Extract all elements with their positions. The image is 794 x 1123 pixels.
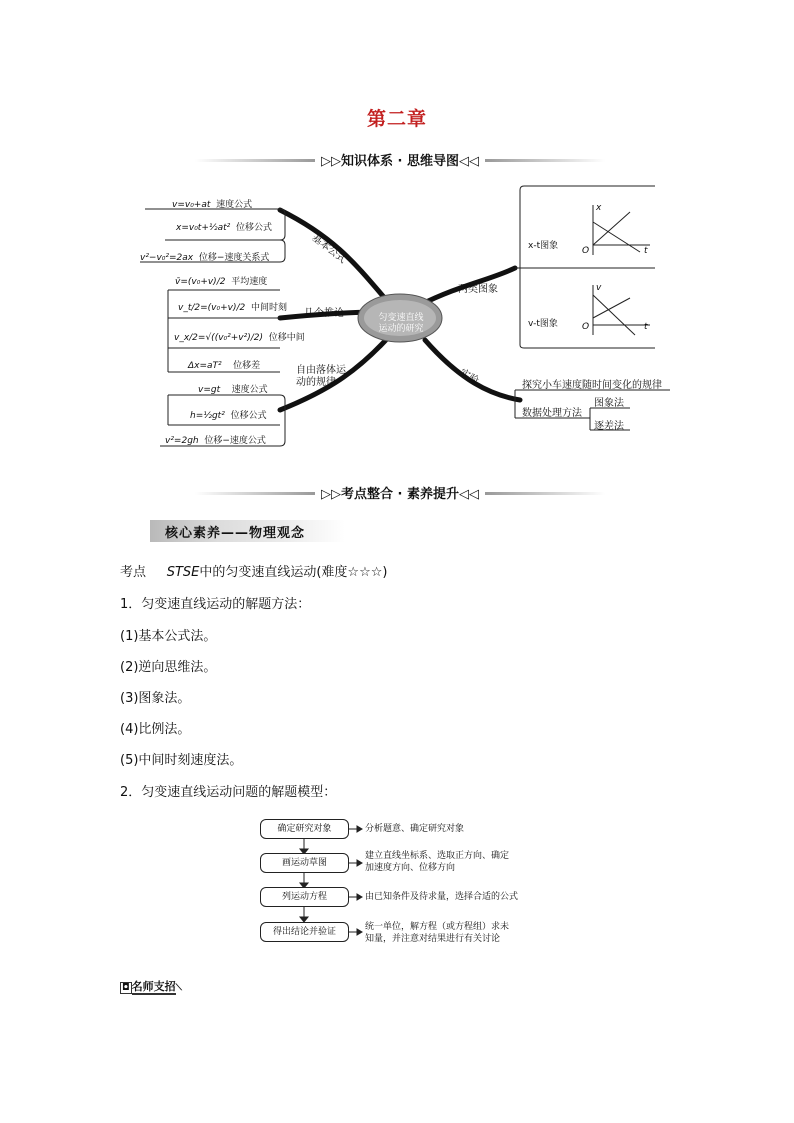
kaodian-line: 考点 STSE中的匀变速直线运动(难度☆☆☆) (120, 565, 388, 580)
core-literacy-header: 核心素养——物理观念 (150, 520, 345, 542)
mindmap-formula: v̄=(v₀+v)/2 平均速度 (175, 277, 268, 287)
banner-title: 考点整合 · 素养提升 (341, 487, 459, 502)
point-2: 2．匀变速直线运动问题的解题模型： (120, 785, 337, 800)
xt-axis-y: x (596, 203, 602, 213)
flow-step: 得出结论并验证 (260, 922, 349, 942)
point-1: 1．匀变速直线运动的解题方法： (120, 597, 311, 612)
banner-arrow-icon: ◁◁ (459, 487, 479, 502)
flow-step: 确定研究对象 (260, 819, 349, 839)
flow-step: 画运动草图 (260, 853, 349, 873)
xt-axis-t: t (644, 246, 648, 256)
mindmap-formula: h=½gt² 位移公式 (190, 411, 267, 421)
flow-note: 分析题意、确定研究对象 (365, 824, 465, 834)
mindmap-formula: v=gt 速度公式 (198, 385, 268, 395)
flow-note: 由已知条件及待求量，选择合适的公式 (365, 892, 519, 902)
branch-freefall: 自由落体运 动的规律 (296, 365, 346, 388)
vt-axis-y: v (596, 283, 602, 293)
mindmap-formula: v=v₀+at 速度公式 (172, 200, 253, 210)
experiment-item: 探究小车速度随时间变化的规律 (522, 380, 662, 391)
mindmap-formula: x=v₀t+½at² 位移公式 (176, 223, 272, 233)
xt-origin: O (582, 246, 590, 256)
chapter-title: 第二章 (366, 108, 427, 130)
flow-note: 统一单位，解方程（或方程组）求未 知量，并注意对结果进行有关讨论 (365, 922, 510, 944)
mindmap-formula: v²−v₀²=2ax 位移−速度关系式 (140, 253, 270, 263)
experiment-method: 逐差法 (594, 421, 624, 432)
banner-title: 知识体系 · 思维导图 (341, 154, 459, 169)
experiment-method: 图象法 (594, 398, 624, 409)
mindmap-formula: Δx=aT² 位移差 (188, 361, 261, 371)
banner-arrow-icon: ◁◁ (459, 154, 479, 169)
mindmap-center: 匀变速直线 运动的研究 (378, 313, 424, 334)
tip-icon: ◘ (122, 983, 130, 993)
branch-basic: 基本公式 (309, 232, 348, 266)
branch-graph: 两类图象 (458, 284, 498, 295)
branch-experiment: 实验 (457, 367, 481, 387)
mindmap-formula: v²=2gh 位移−速度公式 (165, 436, 266, 446)
method-item: (4)比例法。 (120, 722, 191, 737)
method-item: (2)逆向思维法。 (120, 660, 217, 675)
mindmap-formula: v_t/2=(v₀+v)/2 中间时刻 (178, 303, 287, 313)
method-item: (1)基本公式法。 (120, 629, 217, 644)
mindmap-formula: v_x/2=√((v₀²+v²)/2) 位移中间 (174, 333, 305, 343)
vt-graph-label: v-t图象 (528, 319, 558, 329)
flow-step: 列运动方程 (260, 887, 349, 907)
banner-arrow-icon: ▷▷ (321, 487, 341, 502)
method-item: (3)图象法。 (120, 691, 191, 706)
branch-infer: 几个推论 (304, 308, 344, 319)
flow-note: 建立直线坐标系、选取正方向、确定 加速度方向、位移方向 (365, 851, 510, 873)
banner-arrow-icon: ▷▷ (321, 154, 341, 169)
vt-origin: O (582, 322, 590, 332)
experiment-item: 数据处理方法 (522, 408, 582, 419)
tip-label: ◘ 名师支招⟍ (122, 980, 182, 993)
method-item: (5)中间时刻速度法。 (120, 753, 243, 768)
vt-axis-t: t (644, 322, 648, 332)
xt-graph-label: x-t图象 (528, 241, 559, 251)
